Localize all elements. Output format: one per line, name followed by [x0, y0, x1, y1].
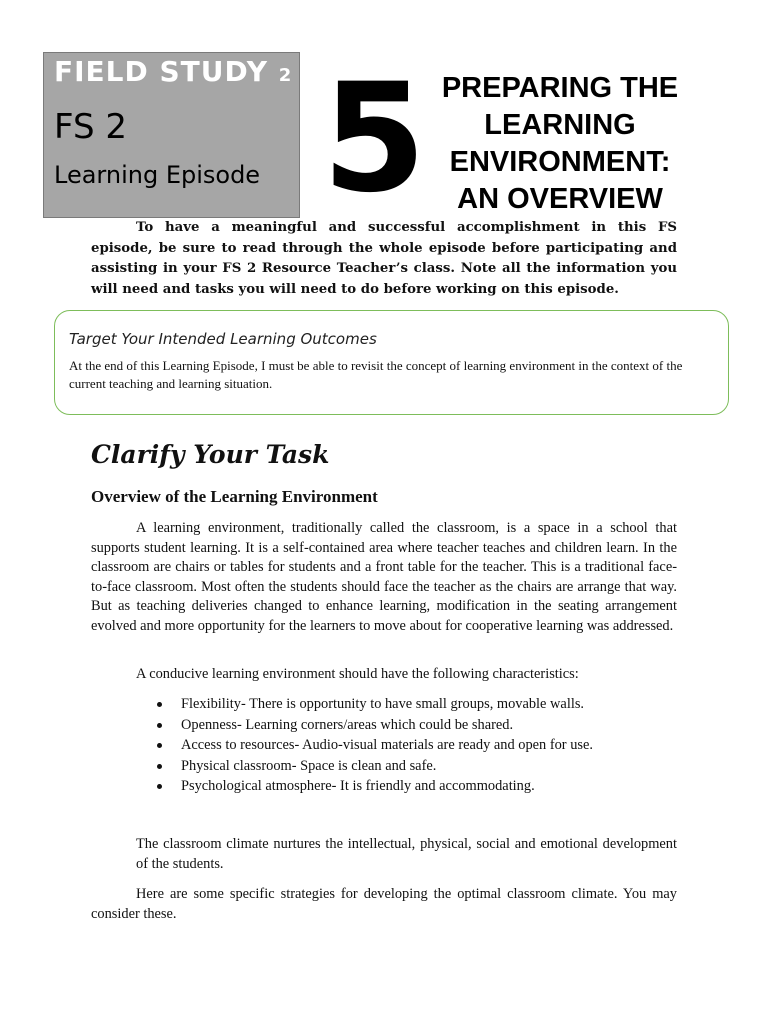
list-item: Openness- Learning corners/areas which could be shared.	[155, 715, 593, 736]
clarify-task-heading: Clarify Your Task	[91, 440, 330, 469]
paragraph-classroom-climate: The classroom climate nurtures the intellectual, physical, social and emotional development of the students.	[136, 836, 677, 872]
field-study-title: FIELD STUDY 2	[54, 55, 293, 88]
bullet-icon	[157, 723, 162, 728]
intro-paragraph: To have a meaningful and successful accomplishment in this FS episode, be sure to read through the whole episode before participating and assisting in your FS 2 Resource Teacher’s class. Note all the information you will need and tasks you will need to do before working on this episode.	[91, 220, 677, 297]
episode-label: Learning Episode	[54, 161, 261, 189]
episode-title-line: ENVIRONMENT:	[449, 146, 671, 178]
episode-title-line: AN OVERVIEW	[457, 183, 663, 215]
list-item: Access to resources- Audio-visual materials are ready and open for use.	[155, 735, 593, 756]
episode-title	[420, 70, 700, 218]
list-item: Flexibility- There is opportunity to have small groups, movable walls.	[155, 694, 593, 715]
episode-title-line: PREPARING THE	[441, 72, 679, 104]
characteristics-list	[155, 694, 593, 797]
paragraph-characteristics-intro: A conducive learning environment should have the following characteristics:	[136, 666, 579, 682]
course-code: FS 2	[54, 107, 127, 147]
field-study-number: 2	[278, 65, 293, 86]
episode-number: 5	[322, 52, 427, 226]
learning-outcomes-heading: Target Your Intended Learning Outcomes	[69, 330, 377, 348]
list-item: Physical classroom- Space is clean and safe.	[155, 756, 593, 777]
episode-title-line: LEARNING	[484, 109, 636, 141]
learning-outcomes-text: At the end of this Learning Episode, I must be able to revisit the concept of learning environment in the context of the current teaching and learning situation.	[69, 358, 683, 391]
list-item: Psychological atmosphere- It is friendly and accommodating.	[155, 776, 593, 797]
bullet-icon	[157, 743, 162, 748]
paragraph-learning-environment: A learning environment, traditionally called the classroom, is a space in a school that supports student learning. It is a self-contained area where teacher teaches and children learn. In the classroom are chairs or tables for students and a front table for the teacher. This is a traditional face-to-face classroom. Most often the students should face the teacher as the chairs are arrange that way. But as teaching deliveries changed to enhance learning, modification in the seating arrangement evolved and more opportunity for the learners to move about for cooperative learning was addressed.	[91, 520, 677, 634]
bullet-icon	[157, 784, 162, 789]
paragraph-strategies: Here are some specific strategies for developing the optimal classroom climate. You may consider these.	[91, 886, 677, 922]
bullet-icon	[157, 764, 162, 769]
learning-outcomes-box	[54, 310, 729, 415]
field-study-header-box	[43, 52, 300, 218]
section-heading: Overview of the Learning Environment	[91, 487, 378, 506]
bullet-icon	[157, 702, 162, 707]
